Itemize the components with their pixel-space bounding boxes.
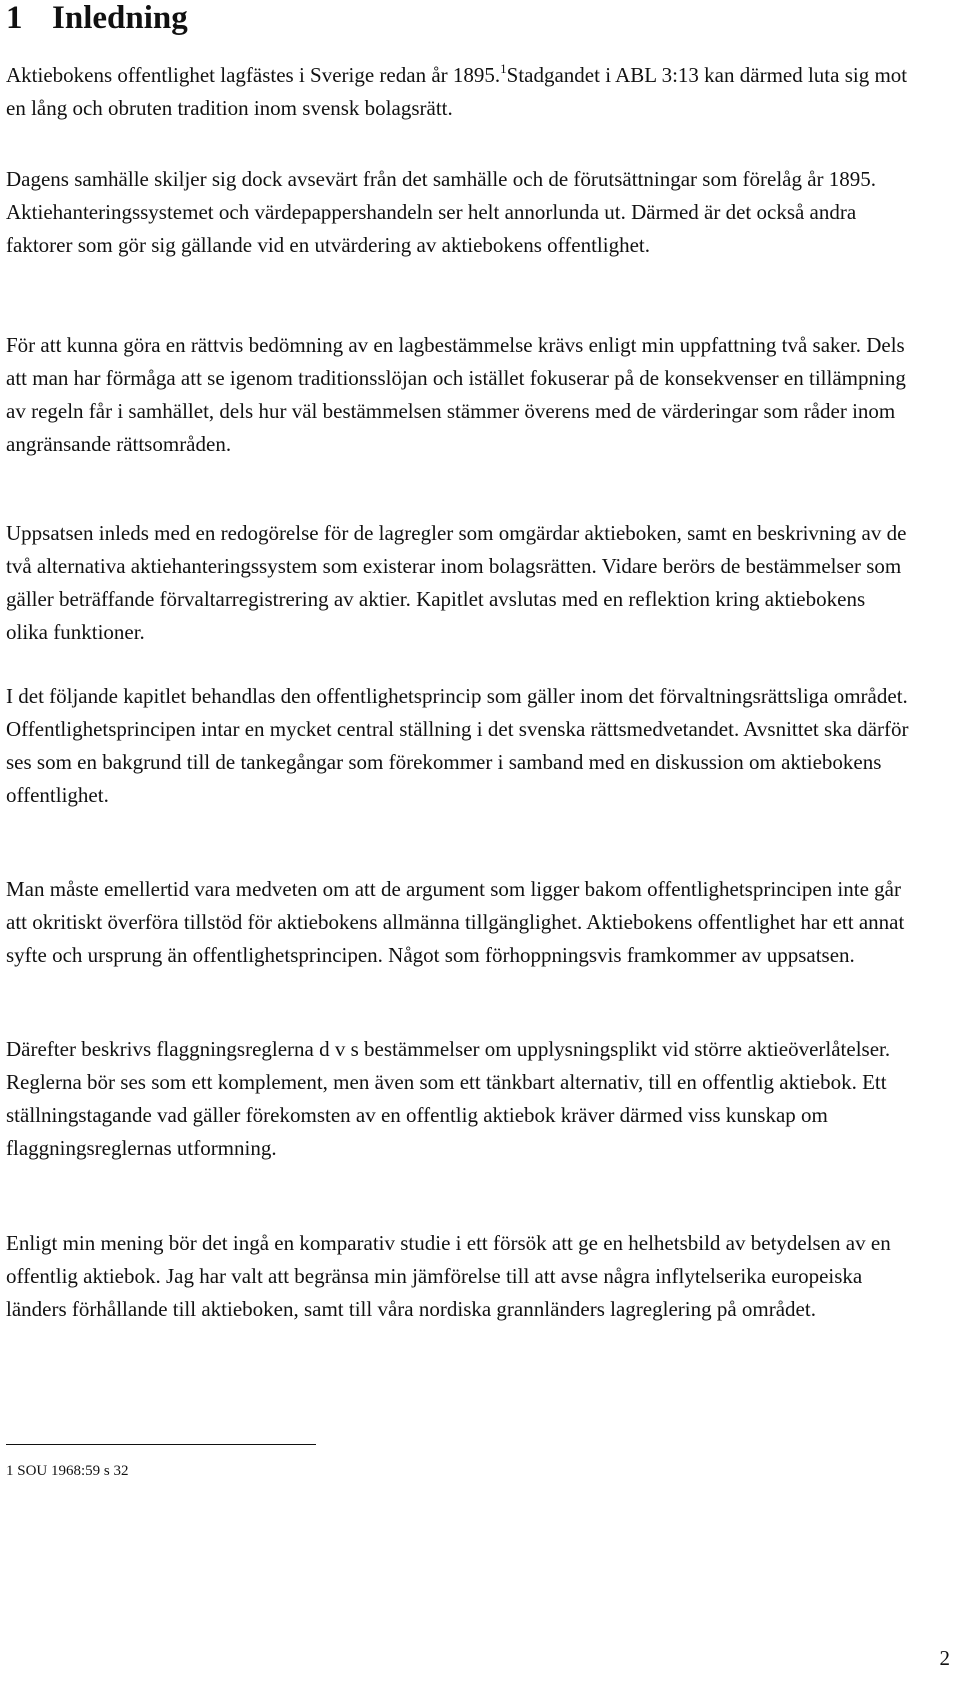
paragraph-6: Man måste emellertid vara medveten om att de argument som ligger bakom offentlighetsprincipen inte går att okritiskt överföra tillstöd för aktiebokens allmänna tillgänglighet. Aktiebokens offentlighet har ett annat syfte och ursprung än offentlighetsprincipen. Något som förhoppningsvis framkommer av uppsatsen.	[6, 877, 905, 967]
chapter-heading	[6, 0, 188, 36]
footnote-number: 1	[6, 1463, 14, 1479]
footnote-divider	[6, 1444, 316, 1445]
footnote	[6, 1461, 129, 1481]
paragraph-3: För att kunna göra en rättvis bedömning av en lagbestämmelse krävs enligt min uppfattning två saker. Dels att man har förmåga att se igenom traditionsslöjan och istället fokuserar på de konsekvenser en tillämpning av regeln får i samhället, dels hur väl bestämmelsen stämmer överens med de värderingar som råder inom angränsande rättsområden.	[6, 333, 906, 456]
paragraph-8: Enligt min mening bör det ingå en komparativ studie i ett försök att ge en helhetsbild av betydelsen av en offentlig aktiebok. Jag har valt att begränsa min jämförelse till att avse några inflytelserika europeiska länders förhållande till aktieboken, samt till våra nordiska grannländers lagreglering på området.	[6, 1231, 891, 1321]
paragraph-7: Därefter beskrivs flaggningsreglerna d v s bestämmelser om upplysningsplikt vid större aktieöverlåtelser. Reglerna bör ses som ett komplement, men även som ett tänkbart alternativ, till en offentlig aktiebok. Ett ställningstagande vad gäller förekomsten av en offentlig aktiebok kräver därmed viss kunskap om flaggningsreglernas utformning.	[6, 1037, 891, 1160]
paragraph-1-text-after: Stadgandet i ABL 3:13 kan därmed luta sig mot en lång och obruten tradition inom svensk bolagsrätt.	[6, 63, 908, 120]
page-number: 2	[939, 1646, 950, 1670]
footnote-text: SOU 1968:59 s 32	[17, 1463, 129, 1479]
paragraph-1-text-before: Aktiebokens offentlighet lagfästes i Sverige redan år 1895.	[6, 63, 501, 87]
paragraph-2: Dagens samhälle skiljer sig dock avsevärt från det samhälle och de förutsättningar som förelåg år 1895. Aktiehanteringssystemet och värdepappershandeln ser helt annorlunda ut. Därmed är det också andra faktorer som gör sig gällande vid en utvärdering av aktiebokens offentlighet.	[6, 167, 877, 257]
chapter-title: Inledning	[52, 0, 188, 36]
footnote-reference[interactable]: 1	[500, 61, 507, 76]
chapter-number: 1	[6, 0, 23, 36]
paragraph-5: I det följande kapitlet behandlas den offentlighetsprincip som gäller inom det förvaltningsrättsliga området. Offentlighetsprincipen intar en mycket central ställning i det svenska rättsmedvetandet. Avsnittet ska därför ses som en bakgrund till de tankegångar som förekommer i samband med en diskussion om aktiebokens offentlighet.	[6, 684, 909, 807]
paragraph-4: Uppsatsen inleds med en redogörelse för de lagregler som omgärdar aktieboken, samt en beskrivning av de två alternativa aktiehanteringssystem som existerar inom bolagsrätten. Vidare berörs de bestämmelser som gäller beträffande förvaltarregistrering av aktier. Kapitlet avslutas med en reflektion kring aktiebokens olika funktioner.	[6, 521, 907, 644]
paragraph-1	[6, 59, 911, 125]
